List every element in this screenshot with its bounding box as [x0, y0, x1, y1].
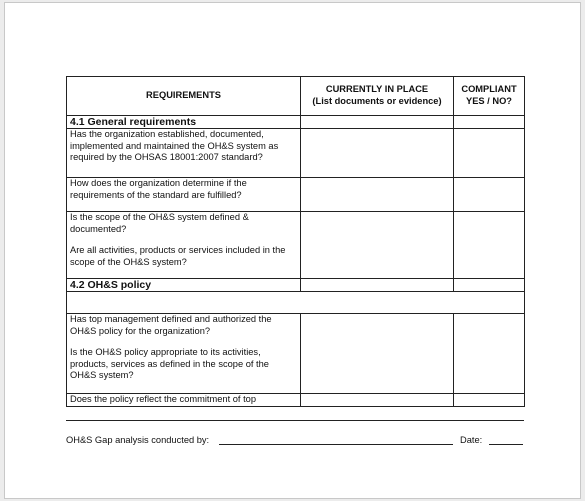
requirement-question: Does the policy reflect the commitment of top [70, 394, 257, 404]
currently-in-place-cell[interactable] [301, 178, 454, 212]
requirement-question: Is the scope of the OH&S system defined & documented? [70, 212, 249, 234]
currently-in-place-cell[interactable] [301, 212, 454, 279]
compliant-cell[interactable] [454, 212, 525, 279]
compliant-header [454, 77, 525, 116]
currently-in-place-header-label: CURRENTLY IN PLACE [325, 84, 429, 95]
section-blank-cell [301, 279, 454, 292]
gap-analysis-table [66, 76, 525, 407]
requirement-cell [67, 314, 301, 394]
spacer-cell [67, 292, 525, 314]
requirement-question: Are all activities, products or services included in the scope of the OH&S system? [70, 245, 286, 267]
requirement-cell [67, 212, 301, 279]
table-row [67, 129, 525, 178]
compliant-header-sublabel: YES / NO? [466, 96, 512, 106]
requirement-question: Is the OH&S policy appropriate to its activities, products, services as defined in the scope of the OH&S system? [70, 347, 269, 381]
compliant-cell[interactable] [454, 129, 525, 178]
conducted-by-field[interactable] [219, 444, 453, 445]
requirements-header-label: REQUIREMENTS [146, 90, 221, 101]
currently-in-place-cell[interactable] [301, 314, 454, 394]
currently-in-place-cell[interactable] [301, 129, 454, 178]
compliant-cell[interactable] [454, 394, 525, 407]
compliant-header-label: COMPLIANT [461, 84, 517, 95]
currently-in-place-header [301, 77, 454, 116]
currently-in-place-header-sublabel: (List documents or evidence) [312, 96, 442, 106]
requirement-cell [67, 394, 301, 407]
compliant-cell[interactable] [454, 314, 525, 394]
requirement-question: How does the organization determine if the requirements of the standard are fulfilled? [70, 178, 247, 200]
table-row [67, 212, 525, 279]
requirement-cell [67, 129, 301, 178]
signoff-footer [66, 433, 524, 447]
currently-in-place-cell[interactable] [301, 394, 454, 407]
date-field[interactable] [489, 444, 523, 445]
table-row [67, 314, 525, 394]
section-row-general-requirements [67, 116, 525, 129]
table-header-row [67, 77, 525, 116]
section-row-ohs-policy [67, 279, 525, 292]
requirement-question: Has the organization established, documented, implemented and maintained the OH&S system as required by the OHSAS 18001:2007 standard? [70, 129, 279, 163]
page-break-divider [66, 420, 524, 421]
requirement-question: Has top management defined and authorized the OH&S policy for the organization? [70, 314, 272, 336]
requirements-header [67, 77, 301, 116]
conducted-by-label: OH&S Gap analysis conducted by: [66, 435, 210, 445]
table-row [67, 394, 525, 407]
compliant-cell[interactable] [454, 178, 525, 212]
table-row [67, 178, 525, 212]
section-blank-cell [454, 279, 525, 292]
document-page [4, 2, 581, 499]
requirement-cell [67, 178, 301, 212]
section-title-ohs-policy: 4.2 OH&S policy [67, 279, 301, 292]
section-title-general-requirements: 4.1 General requirements [67, 116, 301, 129]
spacer-row [67, 292, 525, 314]
section-blank-cell [454, 116, 525, 129]
date-label: Date: [460, 435, 483, 445]
section-blank-cell [301, 116, 454, 129]
